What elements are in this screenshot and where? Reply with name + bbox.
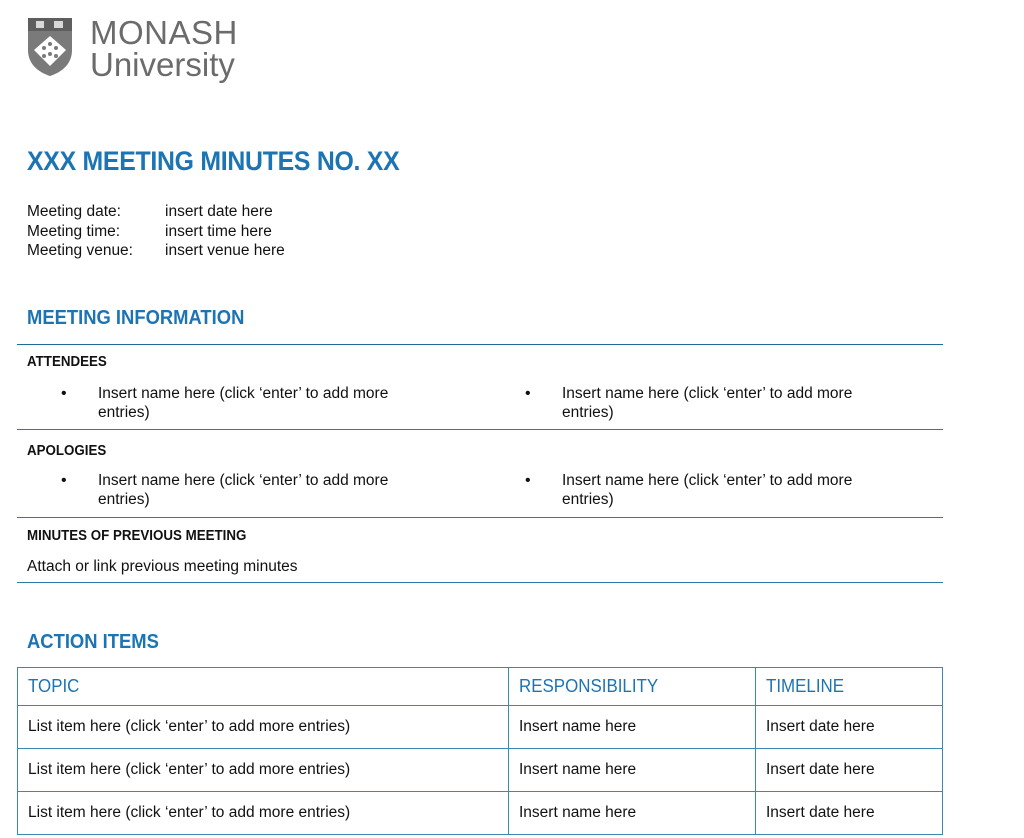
apology-left-line2: entries) [98, 491, 150, 508]
logo-line-university: University [90, 46, 235, 83]
timeline-cell[interactable]: Insert date here [756, 706, 943, 749]
topic-cell[interactable]: List item here (click ‘enter’ to add more entries) [18, 792, 509, 835]
attendee-right-line1: Insert name here (click ‘enter’ to add more [562, 385, 853, 402]
section-divider [17, 582, 943, 583]
apology-left-line1: Insert name here (click ‘enter’ to add more [98, 472, 389, 489]
attendee-left-line1: Insert name here (click ‘enter’ to add more [98, 385, 389, 402]
previous-minutes-text[interactable]: Attach or link previous meeting minutes [27, 558, 298, 575]
apologies-heading: APOLOGIES [27, 443, 107, 459]
attendees-heading: ATTENDEES [27, 354, 107, 370]
apology-entry-left[interactable] [61, 471, 458, 509]
meeting-time-value[interactable]: insert time here [165, 222, 272, 240]
timeline-cell[interactable]: Insert date here [756, 792, 943, 835]
responsibility-cell[interactable]: Insert name here [509, 792, 756, 835]
column-header-topic: TOPIC [18, 668, 509, 706]
meeting-date-label: Meeting date: [27, 203, 121, 220]
apology-right-line1: Insert name here (click ‘enter’ to add more [562, 472, 853, 489]
action-items-heading: ACTION ITEMS [27, 631, 159, 653]
timeline-cell[interactable]: Insert date here [756, 749, 943, 792]
page-title: XXX MEETING MINUTES NO. XX [27, 146, 400, 176]
bullet-icon: • [525, 472, 531, 489]
column-header-timeline: TIMELINE [756, 668, 943, 706]
column-header-responsibility: RESPONSIBILITY [509, 668, 756, 706]
meeting-date-row [27, 202, 285, 222]
table-row [18, 792, 943, 835]
meeting-venue-row [27, 241, 285, 261]
section-divider [17, 429, 943, 430]
bullet-icon: • [525, 385, 531, 402]
apology-entry-right[interactable] [525, 471, 922, 509]
logo-line-monash: MONASH [90, 14, 238, 51]
meeting-date-value[interactable]: insert date here [165, 203, 273, 220]
previous-minutes-heading: MINUTES OF PREVIOUS MEETING [27, 528, 247, 544]
attendee-entry-left[interactable] [61, 384, 458, 422]
meeting-time-row [27, 222, 285, 242]
apology-right-line2: entries) [562, 491, 614, 508]
meeting-venue-value[interactable]: insert venue here [165, 242, 285, 259]
section-divider [17, 517, 943, 518]
meeting-information-heading: MEETING INFORMATION [27, 307, 245, 329]
meeting-time-label: Meeting time: [27, 222, 121, 240]
responsibility-cell[interactable]: Insert name here [509, 706, 756, 749]
bullet-icon: • [61, 385, 67, 402]
table-row [18, 706, 943, 749]
responsibility-cell[interactable]: Insert name here [509, 749, 756, 792]
section-divider [17, 344, 943, 345]
monash-logo [24, 14, 254, 84]
meeting-details [27, 202, 285, 261]
table-header-row [18, 668, 943, 706]
action-items-table [17, 667, 943, 835]
attendee-left-line2: entries) [98, 404, 150, 421]
attendee-right-line2: entries) [562, 404, 614, 421]
topic-cell[interactable]: List item here (click ‘enter’ to add more entries) [18, 749, 509, 792]
topic-cell[interactable]: List item here (click ‘enter’ to add more entries) [18, 706, 509, 749]
table-row [18, 749, 943, 792]
bullet-icon: • [61, 472, 67, 489]
crest-icon [24, 16, 76, 78]
meeting-venue-label: Meeting venue: [27, 242, 133, 259]
attendee-entry-right[interactable] [525, 384, 922, 422]
